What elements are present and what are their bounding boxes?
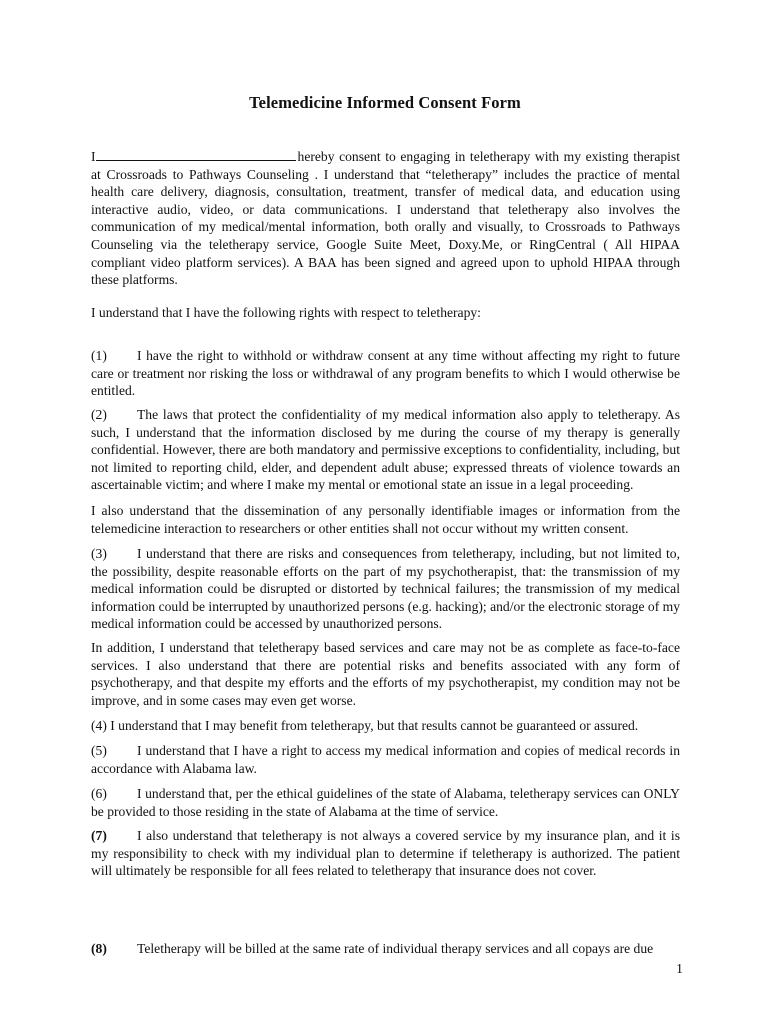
document-title: Telemedicine Informed Consent Form (249, 93, 521, 112)
intro-text: hereby consent to engaging in teletherapy with my existing therapist at Crossroads to Pathways Counseling . I understand that “teletherapy” includes the practice of mental health care delivery, diagnosis, consultation, treatment, transfer of medical data, and education using interactive audio, video, or data communications. I understand that teletherapy also involves the communication of my medical/mental information, both orally and visually, to Crossroads to Pathways Counseling via the teletherapy service, Google Suite Meet, Doxy.Me, or RingCentral ( All HIPAA compliant video platform services). A BAA has been signed and agreed upon to uphold HIPAA through these platforms. (91, 149, 680, 288)
item-8-text: Teletherapy will be billed at the same rate of individual therapy services and all copays are due (137, 941, 654, 956)
item-2-text: The laws that protect the confidentiality of my medical information also apply to teletherapy. As such, I understand that the information disclosed by me during the course of my therapy is generally confidential. However, there are both mandatory and permissive exceptions to confidentiality, including, but not limited to reporting child, elder, and dependent adult abuse; expressed threats of violence towards an ascertainable victim; and where I make my mental or emotional state an issue in a legal proceeding. (91, 407, 680, 493)
rights-intro: I understand that I have the following rights with respect to teletherapy: (91, 305, 481, 320)
item-3-text: I understand that there are risks and consequences from teletherapy, including, but not limited to, the possibility, despite reasonable efforts on the part of my psychotherapist, that: the transmission of my medical information could be disrupted or distorted by technical failures; the transmission of my medical information could be interrupted by unauthorized persons (e.g. hacking); and/or the electronic storage of my medical information could be accessed by unauthorized persons. (91, 546, 680, 632)
item-8-number: (8) (91, 941, 107, 956)
item-5-text: I understand that I have a right to access my medical information and copies of medical records in accordance with Alabama law. (91, 743, 680, 776)
item-7 (91, 827, 680, 880)
item-1-number: (1) (91, 348, 107, 363)
item-7-number: (7) (91, 828, 107, 843)
item-6-text: I understand that, per the ethical guidelines of the state of Alabama, teletherapy services can ONLY be provided to those residing in the state of Alabama at the time of service. (91, 786, 680, 819)
item-3 (91, 545, 680, 633)
item-3-number: (3) (91, 546, 107, 561)
page-number: 1 (676, 962, 683, 977)
item-1 (91, 347, 680, 400)
item-5 (91, 742, 680, 777)
item-5-number: (5) (91, 743, 107, 758)
item-6 (91, 785, 680, 820)
dissemination-paragraph: I also understand that the dissemination of any personally identifiable images or information from the telemedicine interaction to researchers or other entities shall not occur without my written consent. (91, 503, 680, 536)
intro-paragraph (91, 147, 680, 289)
item-8 (91, 940, 680, 958)
item-6-number: (6) (91, 786, 107, 801)
addition-paragraph: In addition, I understand that teletherapy based services and care may not be as complete as face-to-face services. I also understand that there are potential risks and benefits associated with any form of psychotherapy, and that despite my efforts and the efforts of my psychotherapist, my condition may not be improve, and in some cases may even get worse. (91, 640, 680, 708)
intro-lead: I (91, 149, 96, 164)
item-1-text: I have the right to withhold or withdraw consent at any time without affecting my right to future care or treatment nor risking the loss or withdrawal of any program benefits to which I would otherwise be entitled. (91, 348, 680, 399)
item-7-text: I also understand that teletherapy is not always a covered service by my insurance plan, and it is my responsibility to check with my individual plan to determine if teletherapy is authorized. The patient will ultimately be responsible for all fees related to teletherapy that insurance does not cover. (91, 828, 680, 879)
item-2-number: (2) (91, 407, 107, 422)
item-4: (4) I understand that I may benefit from teletherapy, but that results cannot be guaranteed or assured. (91, 718, 639, 733)
name-blank-line[interactable] (96, 147, 296, 161)
item-2 (91, 406, 680, 494)
